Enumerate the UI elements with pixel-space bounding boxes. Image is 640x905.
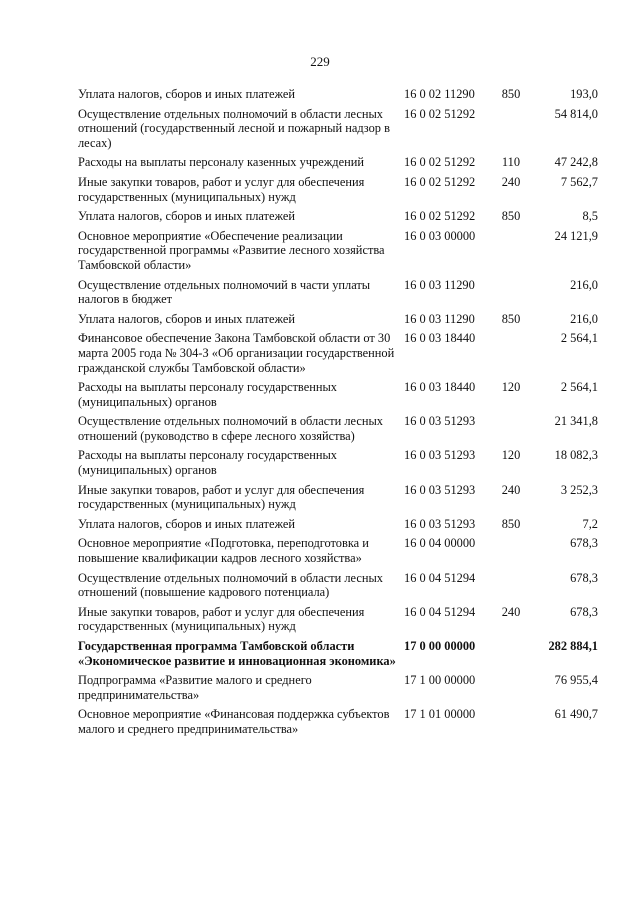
row-code: 16 0 02 51292	[404, 155, 476, 170]
row-name: Уплата налогов, сборов и иных платежей	[78, 209, 296, 224]
row-expense-type: 850	[501, 87, 521, 101]
row-code: 16 0 03 00000	[404, 228, 476, 243]
row-expense-type: 850	[501, 209, 521, 224]
row-amount: 7 562,7	[560, 174, 598, 189]
row-name: Иные закупки товаров, работ и услуг для обеспечения государственных (муниципальных) нужд	[78, 604, 365, 634]
row-expense-type	[494, 229, 528, 278]
row-code: 16 0 03 18440	[404, 380, 476, 395]
row-amount: 216,0	[570, 311, 598, 326]
row-code: 17 0 00 00000	[404, 639, 476, 653]
row-name: Осуществление отдельных полномочий в области лесных отношений (руководство в сфере лесного хозяйства)	[78, 414, 383, 443]
row-amount: 54 814,0	[554, 106, 598, 121]
page-number: 229	[310, 54, 330, 69]
row-name: Осуществление отдельных полномочий в части уплаты налогов в бюджет	[78, 277, 371, 307]
row-expense-type: 240	[501, 174, 521, 189]
row-expense-type	[494, 571, 528, 605]
row-code: 16 0 02 51292	[404, 174, 476, 189]
table-row	[78, 483, 598, 517]
row-expense-type	[494, 536, 528, 570]
row-name: Уплата налогов, сборов и иных платежей	[78, 87, 296, 101]
row-name: Основное мероприятие «Обеспечение реализации государственной программы «Развитие лесного хозяйства Тамбовской области»	[78, 228, 385, 272]
row-expense-type	[494, 707, 528, 741]
table-row	[78, 536, 598, 570]
row-expense-type: 120	[501, 380, 521, 395]
row-expense-type	[494, 414, 528, 448]
row-amount: 76 955,4	[554, 673, 598, 688]
row-name: Расходы на выплаты персоналу государственных (муниципальных) органов	[78, 380, 337, 409]
row-name: Иные закупки товаров, работ и услуг для обеспечения государственных (муниципальных) нужд	[78, 174, 365, 204]
table-row	[78, 414, 598, 448]
row-amount: 24 121,9	[554, 228, 598, 243]
row-amount: 216,0	[570, 277, 598, 292]
row-amount: 193,0	[570, 87, 598, 101]
row-code: 16 0 02 51292	[404, 209, 476, 224]
table-row	[78, 87, 598, 107]
row-expense-type: 110	[501, 155, 521, 170]
table-row	[78, 175, 598, 209]
row-name: Основное мероприятие «Финансовая поддержка субъектов малого и среднего предпринимательства»	[78, 707, 390, 736]
table-row	[78, 331, 598, 380]
row-code: 16 0 03 51293	[404, 414, 476, 429]
row-code: 16 0 03 11290	[404, 311, 475, 326]
table-row	[78, 517, 598, 537]
row-amount: 282 884,1	[548, 639, 598, 653]
table-row	[78, 155, 598, 175]
row-name: Осуществление отдельных полномочий в области лесных отношений (государственный лесной и пожарный надзор в лесах)	[78, 106, 390, 150]
table-row	[78, 639, 598, 673]
table-row	[78, 380, 598, 414]
row-expense-type	[494, 278, 528, 312]
row-code: 16 0 02 51292	[404, 106, 476, 121]
row-name: Основное мероприятие «Подготовка, переподготовка и повышение квалификации кадров лесного хозяйства»	[78, 536, 369, 566]
row-name: Государственная программа Тамбовской области «Экономическое развитие и инновационная экономика»	[78, 639, 396, 668]
row-code: 17 1 01 00000	[404, 707, 476, 722]
row-code: 17 1 00 00000	[404, 673, 476, 688]
row-amount: 678,3	[570, 604, 598, 619]
row-expense-type	[494, 107, 528, 156]
row-name: Финансовое обеспечение Закона Тамбовской области от 30 марта 2005 года № 304-З «Об организации государственной гражданской службы Тамбовской области»	[78, 331, 395, 375]
row-expense-type: 240	[501, 482, 521, 497]
row-amount: 678,3	[570, 570, 598, 585]
row-name: Уплата налогов, сборов и иных платежей	[78, 516, 296, 531]
table-row	[78, 673, 598, 707]
row-code: 16 0 03 51293	[404, 516, 476, 531]
table-row	[78, 707, 598, 741]
row-amount: 18 082,3	[554, 448, 598, 463]
table-row	[78, 107, 598, 156]
table-row	[78, 278, 598, 312]
row-name: Подпрограмма «Развитие малого и среднего предпринимательства»	[78, 673, 312, 702]
row-code: 16 0 04 00000	[404, 536, 476, 551]
row-expense-type: 850	[501, 516, 521, 531]
row-code: 16 0 04 51294	[404, 570, 476, 585]
row-code: 16 0 03 11290	[404, 277, 475, 292]
row-expense-type: 240	[501, 604, 521, 619]
budget-table-body	[78, 87, 598, 742]
row-amount: 2 564,1	[560, 380, 598, 395]
row-amount: 21 341,8	[554, 414, 598, 429]
row-amount: 3 252,3	[560, 482, 598, 497]
row-name: Расходы на выплаты персоналу казенных учреждений	[78, 155, 364, 170]
row-amount: 7,2	[582, 516, 598, 531]
row-amount: 8,5	[582, 209, 598, 224]
row-expense-type	[494, 331, 528, 380]
budget-table	[78, 87, 598, 742]
row-amount: 678,3	[570, 536, 598, 551]
row-name: Осуществление отдельных полномочий в области лесных отношений (повышение кадрового потенциала)	[78, 570, 383, 600]
row-code: 16 0 04 51294	[404, 604, 476, 619]
row-amount: 61 490,7	[554, 707, 598, 722]
row-name: Иные закупки товаров, работ и услуг для обеспечения государственных (муниципальных) нужд	[78, 482, 365, 512]
row-code: 16 0 03 51293	[404, 482, 476, 497]
row-expense-type: 850	[501, 311, 521, 326]
row-name: Уплата налогов, сборов и иных платежей	[78, 311, 296, 326]
table-row	[78, 605, 598, 639]
row-name: Расходы на выплаты персоналу государственных (муниципальных) органов	[78, 448, 337, 478]
table-row	[78, 209, 598, 229]
row-expense-type	[494, 673, 528, 707]
row-code: 16 0 03 51293	[404, 448, 476, 463]
row-amount: 2 564,1	[560, 331, 598, 346]
row-expense-type: 120	[501, 448, 521, 463]
table-row	[78, 448, 598, 482]
table-row	[78, 229, 598, 278]
row-amount: 47 242,8	[554, 155, 598, 170]
row-expense-type	[494, 639, 528, 673]
table-row	[78, 312, 598, 332]
row-code: 16 0 02 11290	[404, 87, 475, 101]
table-row	[78, 571, 598, 605]
row-code: 16 0 03 18440	[404, 331, 476, 346]
